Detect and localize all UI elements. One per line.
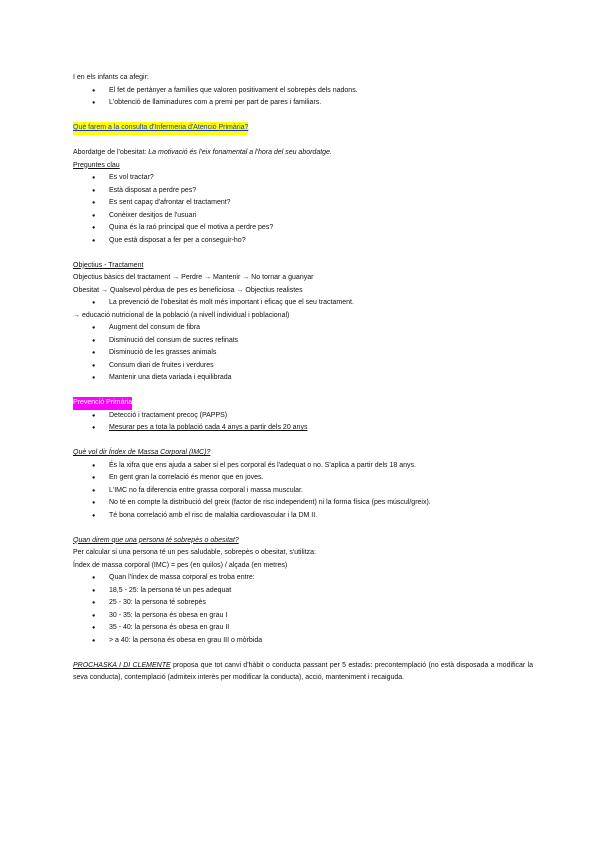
list-item: ● El fet de pertànyer a famílies que valoren positivament el sobrepès dels nadons. (109, 85, 533, 98)
prochaska-text: proposa que tot canvi d'hàbit o conducta passant per 5 estadis: precontemplació (no està disposada a modificar la seva conducta), contemplació (admiteix interès per modificar la conducta), acció, manteniment i recaiguda. (73, 661, 534, 681)
list-item: ● > a 40: la persona és obesa en grau III o mòrbida (109, 635, 533, 648)
prevencio-note-list (73, 297, 533, 310)
list-item: ● Mantenir una dieta variada i equilibrada (109, 372, 533, 385)
list-item: ● 18,5 - 25: la persona té un pes adequat (109, 585, 533, 598)
list-item: ● Té bona correlació amb el risc de malaltia cardiovascular i la DM II. (109, 510, 533, 523)
list-item: ● La prevenció de l'obesitat és molt més important i eficaç que el seu tractament. (109, 297, 533, 310)
section-heading-prevencio: Prevenció Primària (73, 397, 132, 410)
objectius-line-2: Obesitat → Qualsevol pèrdua de pes es beneficiosa → Objectius realistes (73, 286, 303, 294)
objectius-line-1: Objectius bàsics del tractament → Perdre → Mantenir → No tornar a guanyar (73, 274, 314, 281)
list-item: ● 25 - 30: la persona té sobrepès (109, 597, 533, 610)
abordatge-text: La motivació és l'eix fonamental a l'hora del seu abordatge. (148, 149, 332, 156)
list-item: ● 30 - 35: la persona és obesa en grau I (109, 610, 533, 623)
prochaska-label: PROCHASKA I DI CLEMENTE (73, 661, 171, 669)
list-item: ● L'obtenció de llaminadures com a premi per part de pares i familiars. (109, 97, 533, 110)
list-item: ● Quan l'índex de massa corporal es troba entre: (109, 572, 533, 585)
list-item: ● Consum diari de fruites i verdures (109, 360, 533, 373)
list-item: ● Quina és la raó principal que el motiva a perdre pes? (109, 222, 533, 235)
list-item: ● Augment del consum de fibra (109, 322, 533, 335)
section-heading-consulta: Què farem a la consulta d'Infermeria d'Atenció Primària? (73, 122, 248, 135)
list-item: ● Disminució de les grasses animals (109, 347, 533, 360)
list-item: ● Que està disposat a fer per a conseguir-ho? (109, 235, 533, 248)
document-body (73, 72, 533, 685)
list-item: ● 35 - 40: la persona és obesa en grau II (109, 622, 533, 635)
preguntes-list (73, 172, 533, 247)
abordatge-paragraph (73, 147, 533, 160)
section-heading-imc: Què vol dir Índex de Massa Corporal (IMC)? (73, 449, 211, 456)
objectius-heading: Objectius - Tractament (73, 261, 144, 269)
list-item: ● Es vol tractar? (109, 172, 533, 185)
list-item: ● És la xifra que ens ajuda a saber si el pes corporal és l'adequat o no. S'aplica a partir dels 18 anys. (109, 460, 533, 473)
list-item: ● Es sent capaç d'afrontar el tractament? (109, 197, 533, 210)
list-item: ● Conèixer desitjos de l'usuari (109, 210, 533, 223)
abordatge-label: Abordatge de l'obesitat: (73, 149, 149, 156)
list-item: ● Està disposat a perdre pes? (109, 185, 533, 198)
sobrepes-line-1: Per calcular si una persona té un pes saludable, sobrepès o obesitat, s'utilitza: (73, 549, 316, 556)
list-item: ● Detecció i tractament precoç (PAPPS) (109, 410, 533, 423)
preguntes-heading: Preguntes clau (73, 161, 120, 169)
list-item: ● No té en compte la distribució del greix (factor de risc independent) ni la forma física (pes múscul/greix). (109, 497, 533, 510)
intro-line: I en els infants ca afegir: (73, 74, 149, 81)
sobrepes-list (73, 572, 533, 647)
list-item: ● Mesurar pes a tota la població cada 4 anys a partir dels 20 anys (109, 422, 533, 435)
objectius-list (73, 322, 533, 385)
sobrepes-line-2: Índex de massa corporal (IMC) = pes (en quilos) / alçada (en metres) (73, 561, 288, 569)
list-item: ● L'IMC no fa diferencia entre grassa corporal i massa muscular. (109, 485, 533, 498)
list-item: ● Disminució del consum de sucres refinats (109, 335, 533, 348)
section-heading-sobrepes: Quan direm que una persona té sobrepès o obesitat? (73, 536, 239, 544)
imc-list (73, 460, 533, 523)
prevencio-list (73, 410, 533, 435)
objectius-line-3: → educació nutricional de la població (a nivell individual i poblacional) (73, 311, 290, 319)
prochaska-paragraph (73, 660, 533, 685)
list-item: ● En gent gran la correlació és menor que en joves. (109, 472, 533, 485)
intro-list (73, 85, 533, 110)
